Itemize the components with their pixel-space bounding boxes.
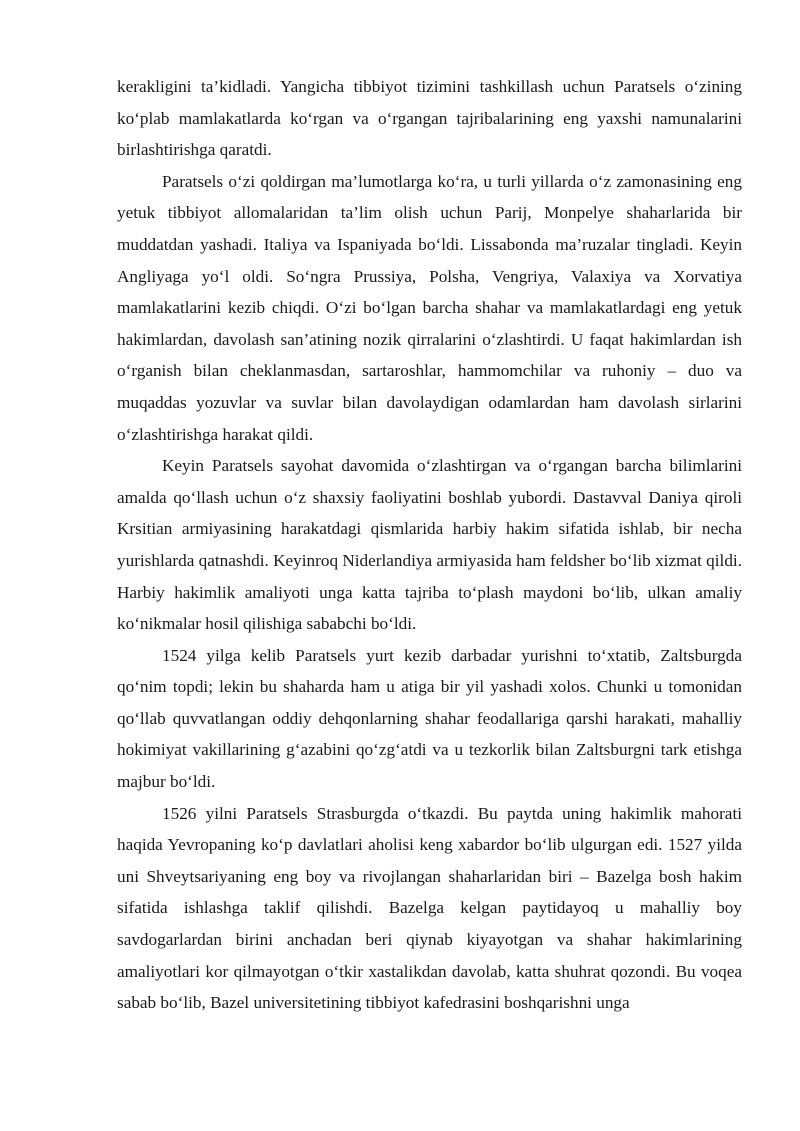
paragraph-1: kerakligini ta’kidladi. Yangicha tibbiyot tizimini tashkillash uchun Paratsels o‘zining ko‘plab mamlakatlarda ko‘rgan va o‘rgangan tajribalarining eng yaxshi namunalarini birlashtirishga qaratdi.: [117, 77, 742, 160]
paragraph-3: Keyin Paratsels sayohat davomida o‘zlashtirgan va o‘rgangan barcha bilimlarini amalda qo‘llash uchun o‘z shaxsiy faoliyatini boshlab yubordi. Dastavval Daniya qiroli Krsitian armiyasining harakatdagi qismlarida harbiy hakim sifatida ishlab, bir necha yurishlarda qatnashdi. Keyinroq Niderlandiya armiyasida ham feldsher bo‘lib xizmat qildi. Harbiy hakimlik amaliyoti unga katta tajriba to‘plash maydoni bo‘lib, ulkan amaliy ko‘nikmalar hosil qilishiga sababchi bo‘ldi.: [117, 456, 742, 634]
paragraph-5: 1526 yilni Paratsels Strasburgda o‘tkazdi. Bu paytda uning hakimlik mahorati haqida Yevropaning ko‘p davlatlari aholisi keng xabardor bo‘lib ulgurgan edi. 1527 yilda uni Shveytsariyaning eng boy va rivojlangan shaharlaridan biri – Bazelga bosh hakim sifatida ishlashga taklif qilishdi. Bazelga kelgan paytidayoq u mahalliy boy savdogarlardan birini anchadan beri qiynab kiyayotgan va shahar hakimlarining amaliyotlari kor qilmayotgan o‘tkir xastalikdan davolab, katta shuhrat qozondi. Bu voqea sabab bo‘lib, Bazel universitetining tibbiyot kafedrasini boshqarishni unga: [117, 803, 742, 1013]
paragraph-2: Paratsels o‘zi qoldirgan ma’lumotlarga ko‘ra, u turli yillarda o‘z zamonasining eng yetuk tibbiyot allomalaridan ta’lim olish uchun Parij, Monpelye shaharlarida bir muddatdan yashadi. Italiya va Ispaniyada bo‘ldi. Lissabonda ma’ruzalar tingladi. Keyin Angliyaga yo‘l oldi. So‘ngra Prussiya, Polsha, Vengriya, Valaxiya va Xorvatiya mamlakatlarini kezib chiqdi. O‘zi bo‘lgan barcha shahar va mamlakatlardagi eng yetuk hakimlardan, davolash san’atining nozik qirralarini o‘zlashtirdi. U faqat hakimlardan ish o‘rganish bilan cheklanmasdan, sartaroshlar, hammomchilar va ruhoniy – duo va muqaddas yozuvlar va suvlar bilan davolaydigan odamlardan ham davolash sirlarini o‘zlashtirishga harakat qildi.: [117, 171, 742, 444]
document-page: [117, 71, 742, 1019]
paragraph-4: 1524 yilga kelib Paratsels yurt kezib darbadar yurishni to‘xtatib, Zaltsburgda qo‘nim topdi; lekin bu shaharda ham u atiga bir yil yashadi xolos. Chunki u tomonidan qo‘llab quvvatlangan oddiy dehqonlarning shahar feodallariga qarshi harakati, mahalliy hokimiyat vakillarining g‘azabini qo‘zg‘atdi va u tezkorlik bilan Zaltsburgni tark etishga majbur bo‘ldi.: [117, 645, 742, 792]
